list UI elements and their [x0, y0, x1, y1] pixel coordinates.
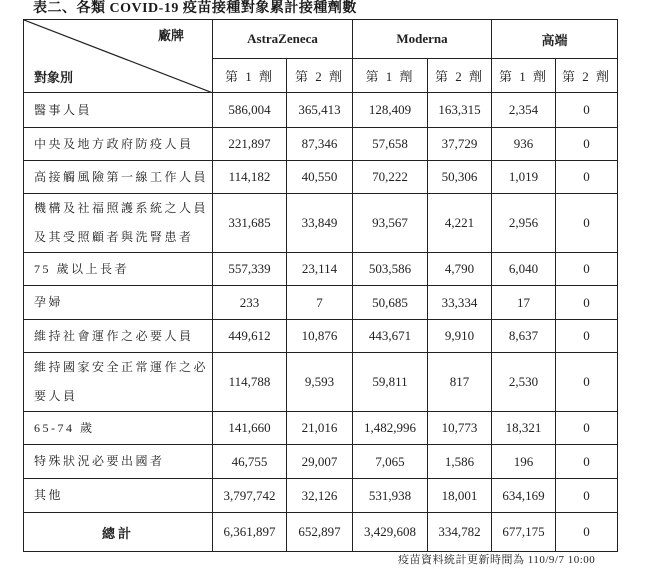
dose-header: 第 1 劑 — [492, 59, 556, 93]
value-cell: 2,956 — [492, 194, 556, 253]
value-cell: 93,567 — [353, 194, 428, 253]
value-cell: 7 — [287, 286, 353, 320]
value-cell: 0 — [556, 194, 618, 253]
category-cell: 75 歲以上長者 — [24, 253, 213, 286]
table-row — [24, 128, 618, 161]
table-row — [24, 161, 618, 194]
value-cell: 557,339 — [213, 253, 287, 286]
table-row — [24, 253, 618, 286]
value-cell: 0 — [556, 479, 618, 513]
brand-header-moderna: Moderna — [353, 20, 492, 59]
total-row — [24, 513, 618, 552]
total-cell: 6,361,897 — [213, 513, 287, 552]
category-cell: 醫事人員 — [24, 93, 213, 128]
value-cell: 33,334 — [428, 286, 492, 320]
table-title: 表二、各類 COVID-19 疫苗接種對象累計接種劑數 — [33, 1, 357, 16]
value-cell: 128,409 — [353, 93, 428, 128]
category-cell: 維持社會運作之必要人員 — [24, 320, 213, 353]
category-cell: 孕婦 — [24, 286, 213, 320]
brand-axis-label: 廠牌 — [157, 28, 184, 43]
value-cell: 9,910 — [428, 320, 492, 353]
value-cell: 817 — [428, 353, 492, 412]
value-cell: 0 — [556, 353, 618, 412]
value-cell: 1,586 — [428, 445, 492, 479]
value-cell: 50,685 — [353, 286, 428, 320]
value-cell: 1,019 — [492, 161, 556, 194]
value-cell: 23,114 — [287, 253, 353, 286]
table-row — [24, 412, 618, 445]
dose-header: 第 2 劑 — [287, 59, 353, 93]
table-row — [24, 194, 618, 253]
value-cell: 59,811 — [353, 353, 428, 412]
value-cell: 0 — [556, 320, 618, 353]
value-cell: 531,938 — [353, 479, 428, 513]
total-cell: 677,175 — [492, 513, 556, 552]
value-cell: 4,790 — [428, 253, 492, 286]
value-cell: 8,637 — [492, 320, 556, 353]
value-cell: 17 — [492, 286, 556, 320]
value-cell: 141,660 — [213, 412, 287, 445]
header-corner-cell — [24, 20, 213, 93]
category-cell: 其他 — [24, 479, 213, 513]
value-cell: 331,685 — [213, 194, 287, 253]
value-cell: 443,671 — [353, 320, 428, 353]
brand-header-medigen: 高端 — [492, 20, 618, 59]
total-cell: 652,897 — [287, 513, 353, 552]
value-cell: 936 — [492, 128, 556, 161]
table-row — [24, 286, 618, 320]
category-cell: 機構及社福照護系統之人員 及其受照顧者與洗腎患者 — [24, 194, 213, 253]
total-cell: 334,782 — [428, 513, 492, 552]
value-cell: 221,897 — [213, 128, 287, 161]
value-cell: 114,788 — [213, 353, 287, 412]
value-cell: 4,221 — [428, 194, 492, 253]
update-timestamp-note: 疫苗資料統計更新時間為 110/9/7 10:00 — [398, 554, 596, 566]
value-cell: 18,321 — [492, 412, 556, 445]
brand-header-astrazeneca: AstraZeneca — [213, 20, 353, 59]
total-label: 總計 — [24, 513, 213, 552]
value-cell: 10,876 — [287, 320, 353, 353]
value-cell: 0 — [556, 286, 618, 320]
value-cell: 32,126 — [287, 479, 353, 513]
vaccination-table — [23, 19, 618, 552]
category-cell: 特殊狀況必要出國者 — [24, 445, 213, 479]
table-row — [24, 353, 618, 412]
value-cell: 21,016 — [287, 412, 353, 445]
value-cell: 40,550 — [287, 161, 353, 194]
category-cell: 中央及地方政府防疫人員 — [24, 128, 213, 161]
value-cell: 503,586 — [353, 253, 428, 286]
value-cell: 2,530 — [492, 353, 556, 412]
value-cell: 46,755 — [213, 445, 287, 479]
value-cell: 87,346 — [287, 128, 353, 161]
value-cell: 10,773 — [428, 412, 492, 445]
value-cell: 37,729 — [428, 128, 492, 161]
value-cell: 2,354 — [492, 93, 556, 128]
value-cell: 163,315 — [428, 93, 492, 128]
value-cell: 365,413 — [287, 93, 353, 128]
value-cell: 0 — [556, 93, 618, 128]
value-cell: 449,612 — [213, 320, 287, 353]
table-row — [24, 445, 618, 479]
value-cell: 18,001 — [428, 479, 492, 513]
category-cell: 維持國家安全正常運作之必 要人員 — [24, 353, 213, 412]
value-cell: 0 — [556, 128, 618, 161]
value-cell: 114,182 — [213, 161, 287, 194]
value-cell: 0 — [556, 445, 618, 479]
value-cell: 0 — [556, 253, 618, 286]
value-cell: 7,065 — [353, 445, 428, 479]
category-cell: 65-74 歲 — [24, 412, 213, 445]
value-cell: 196 — [492, 445, 556, 479]
value-cell: 0 — [556, 412, 618, 445]
value-cell: 6,040 — [492, 253, 556, 286]
value-cell: 634,169 — [492, 479, 556, 513]
value-cell: 233 — [213, 286, 287, 320]
value-cell: 0 — [556, 161, 618, 194]
value-cell: 33,849 — [287, 194, 353, 253]
value-cell: 3,797,742 — [213, 479, 287, 513]
total-cell: 0 — [556, 513, 618, 552]
value-cell: 50,306 — [428, 161, 492, 194]
table-row — [24, 93, 618, 128]
category-axis-label: 對象別 — [34, 70, 74, 85]
table-row — [24, 320, 618, 353]
value-cell: 70,222 — [353, 161, 428, 194]
dose-header: 第 2 劑 — [556, 59, 618, 93]
value-cell: 29,007 — [287, 445, 353, 479]
value-cell: 1,482,996 — [353, 412, 428, 445]
value-cell: 57,658 — [353, 128, 428, 161]
dose-header: 第 1 劑 — [353, 59, 428, 93]
category-cell: 高接觸風險第一線工作人員 — [24, 161, 213, 194]
value-cell: 9,593 — [287, 353, 353, 412]
dose-header: 第 2 劑 — [428, 59, 492, 93]
dose-header: 第 1 劑 — [213, 59, 287, 93]
value-cell: 586,004 — [213, 93, 287, 128]
total-cell: 3,429,608 — [353, 513, 428, 552]
table-row — [24, 479, 618, 513]
